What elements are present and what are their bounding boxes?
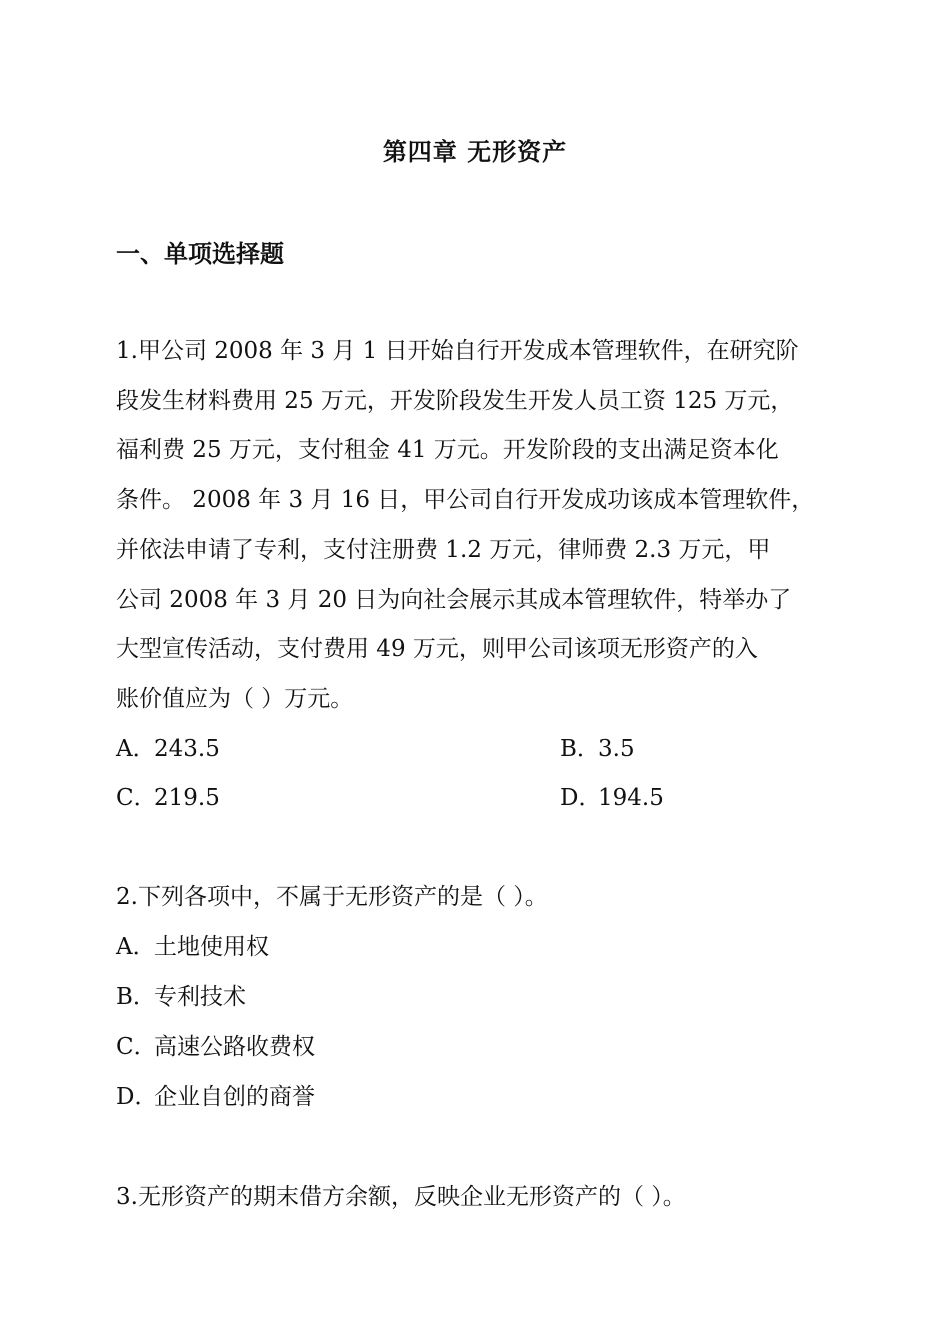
question-1-line: 条件。 2008 年 3 月 16 日，甲公司自行开发成功该成本管理软件， [116,487,815,513]
option-text: 专利技术 [154,984,246,1010]
option-text: 企业自创的商誉 [154,1084,315,1110]
option-b [560,732,635,766]
option-d [116,1080,315,1114]
option-text: 高速公路收费权 [154,1034,315,1060]
option-letter: B． [116,984,156,1010]
option-text: 219.5 [154,785,220,811]
option-letter: D． [560,785,602,811]
question-1-line: 账价值应为（ ）万元。 [116,686,354,712]
chapter-title: 第四章 无形资产 [382,138,568,166]
option-letter: D． [116,1084,158,1110]
option-text: 243.5 [154,736,220,762]
question-1-line: 并依法申请了专利，支付注册费 1.2 万元，律师费 2.3 万元，甲 [116,537,771,563]
option-letter: A． [116,736,156,762]
section-title: 一、单项选择题 [116,240,284,268]
question-1-line: 段发生材料费用 25 万元，开发阶段发生开发人员工资 125 万元， [116,388,794,414]
option-text: 3.5 [598,736,635,762]
option-text: 194.5 [598,785,664,811]
question-2-line: 2.下列各项中，不属于无形资产的是（ ）。 [116,884,548,910]
option-a [116,930,269,964]
option-letter: C． [116,785,157,811]
option-a [116,732,220,766]
option-c [116,781,220,815]
question-1-line: 福利费 25 万元，支付租金 41 万元。开发阶段的支出满足资本化 [116,437,779,463]
option-letter: A． [116,934,156,960]
question-1-line: 公司 2008 年 3 月 20 日为向社会展示其成本管理软件，特举办了 [116,587,792,613]
option-text: 土地使用权 [154,934,269,960]
question-3-line: 3.无形资产的期末借方余额，反映企业无形资产的（ ）。 [116,1184,686,1210]
option-letter: C． [116,1034,157,1060]
question-1-line: 1.甲公司 2008 年 3 月 1 日开始自行开发成本管理软件，在研究阶 [116,338,799,364]
option-b [116,980,246,1014]
option-letter: B． [560,736,600,762]
question-1-line: 大型宣传活动，支付费用 49 万元，则甲公司该项无形资产的入 [116,636,758,662]
option-d [560,781,664,815]
option-c [116,1030,315,1064]
